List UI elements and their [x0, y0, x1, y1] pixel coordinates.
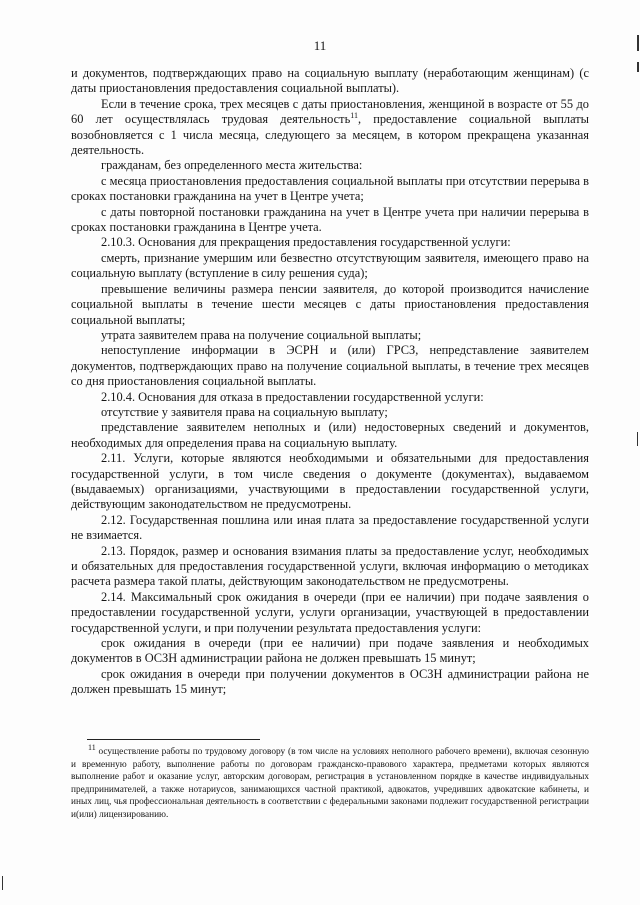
- scan-edge-mark: [2, 876, 3, 890]
- paragraph: отсутствие у заявителя права на социальную выплату;: [101, 404, 388, 419]
- paragraph: 2.13. Порядок, размер и основания взимания платы за предоставление услуг, необходимых и обязательных для предоставления государственной услуги, включая информацию о методиках расчета размера такой платы, действующим законодательством не предусмотрены.: [71, 543, 589, 589]
- paragraph: 2.14. Максимальный срок ожидания в очереди (при ее наличии) при подаче заявления о предоставлении государственной услуги, услуги организации, участвующей в предоставлении государственной услуги, и при получении результата предоставления услуги:: [71, 589, 589, 635]
- scan-edge-mark: [637, 35, 639, 51]
- footnote-divider: [87, 739, 260, 740]
- paragraph: срок ожидания в очереди при получении документов в ОСЗН администрации района не должен превышать 15 минут;: [71, 666, 589, 697]
- paragraph: срок ожидания в очереди (при ее наличии) при подаче заявления и необходимых документов в ОСЗН администрации района не должен превышать 15 минут;: [71, 636, 589, 666]
- footnote: [71, 742, 589, 822]
- paragraph: превышение величины размера пенсии заявителя, до которой производится начисление социальной выплаты в течение шести месяцев с даты приостановления предоставления социальной выплаты;: [71, 281, 589, 327]
- footnote-text: $^{11}$ осуществление работы по трудовому договору (в том числе на условиях неполного рабочего времени), включая сезонную и временную работу, выполнение работы по договорам гражданско-правового характера, предметами которых являются выполнение работ и оказание услуг, авторским договорам, регистрация в установленном порядке в качестве индивидуальных предпринимателей, а также нотариусов, занимающихся частной практикой, адвокатов, учредивших адвокатские кабинеты, и иных лиц, чья профессиональная деятельность в соответствии с федеральными законами подлежит государственной регистрации и(или) лицензированию.: [71, 742, 589, 820]
- footnote-marker: 11: [88, 742, 96, 752]
- paragraph: представление заявителем неполных и (или) недостоверных сведений и документов, необходимых для определения права на социальную выплату.: [71, 420, 589, 450]
- section-heading: 2.10.3. Основания для прекращения предоставления государственной услуги:: [101, 235, 511, 250]
- body-text: [71, 66, 589, 698]
- paragraph: с даты повторной постановки гражданина на учет в Центре учета при наличии перерыва в сроках постановки гражданина в Центре учета.: [71, 204, 589, 235]
- paragraph: смерть, признание умершим или безвестно отсутствующим заявителя, имеющего право на социальную выплату (вступление в силу решения суда);: [71, 250, 589, 281]
- paragraph: утрата заявителем права на получение социальной выплаты;: [101, 327, 422, 342]
- paragraph: 2.11. Услуги, которые являются необходимыми и обязательными для предоставления государственной услуги, в том числе сведения о документе (документах), выдаваемом (выдаваемых) организациями, участвующими в предоставлении государственной услуги, действующим законодательством не предусмотрены.: [71, 451, 589, 512]
- paragraph: 2.12. Государственная пошлина или иная плата за предоставление государственной услуги не взимается.: [71, 512, 589, 543]
- paragraph: с месяца приостановления предоставления социальной выплаты при отсутствии перерыва в сроках постановки гражданина на учет в Центре учета;: [71, 173, 589, 204]
- paragraph: и документов, подтверждающих право на социальную выплату (неработающим женщинам) (с даты приостановления предоставления социальной выплаты).: [71, 66, 589, 96]
- scan-edge-mark: [637, 432, 638, 446]
- section-heading: 2.10.4. Основания для отказа в предоставлении государственной услуги:: [101, 389, 484, 404]
- footnote-ref: 11: [350, 111, 358, 121]
- paragraph: непоступление информации в ЭСРН и (или) ГРСЗ, непредставление заявителем документов, подтверждающих право на получение социальной выплаты, в течение трех месяцев со дня приостановления социальной выплаты.: [71, 343, 589, 389]
- paragraph: гражданам, без определенного места жительства:: [101, 158, 363, 173]
- page-number: 11: [313, 38, 327, 53]
- paragraph: Если в течение срока, трех месяцев с даты приостановления, женщиной в возрасте от 55 до 60 лет осуществлялась трудовая деятельность$^{11}$, предоставление социальной выплаты возобновляется с 1 числа месяца, следующего за месяцем, в котором прекращена указанная деятельность.: [71, 96, 589, 158]
- scan-edge-mark: [637, 62, 639, 72]
